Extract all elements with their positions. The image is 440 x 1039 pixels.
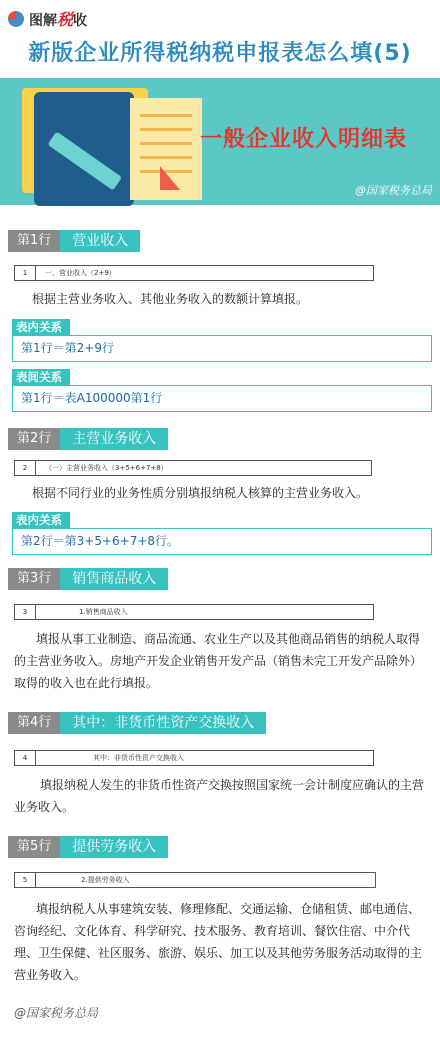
- logo: [8, 7, 87, 30]
- row-description: 填报从事工业制造、商品流通、农业生产以及其他商品销售的纳税人取得的主营业务收入。房地产开发企业销售开发产品（销售未完工开发产品除外）取得的收入也在此行填报。: [14, 632, 423, 690]
- row-description: 填报纳税人发生的非货币性资产交换按照国家统一会计制度应确认的主营业务收入。: [14, 778, 425, 814]
- logo-text: 图解税收: [29, 10, 88, 29]
- row-description: 根据主营业务收入、其他业务收入的数额计算填报。: [32, 292, 309, 306]
- form-line: 4 其中：非货币性资产交换收入: [14, 750, 374, 766]
- row-4-tag: [8, 712, 266, 734]
- row-2-tag: [8, 428, 168, 450]
- row-name: 提供劳务收入: [60, 836, 168, 858]
- notebook-illustration: [22, 88, 148, 193]
- row-3-tag: [8, 568, 168, 590]
- pie-logo-icon: [8, 11, 24, 27]
- inter-table-relation: 第1行＝表A100000第1行: [12, 385, 432, 412]
- row-5-tag: [8, 836, 168, 858]
- form-line: 3 1.销售商品收入: [14, 604, 374, 620]
- row-number: 第1行: [8, 230, 60, 252]
- row-description: 填报纳税人从事建筑安装、修理修配、交通运输、仓储租赁、邮电通信、咨询经纪、文化体育、科学研究、技术服务、教育培训、餐饮住宿、中介代理、卫生保健、社区服务、旅游、娱乐、加工以及其他劳务服务活动取得的主营业务收入。: [14, 902, 423, 982]
- form-line: 2 （一）主营业务收入（3+5+6+7+8）: [14, 460, 372, 476]
- intra-table-relation: 第2行＝第3+5+6+7+8行。: [12, 528, 432, 555]
- row-description: 根据不同行业的业务性质分别填报纳税人核算的主营业务收入。: [32, 486, 369, 500]
- banner-subtitle: 一般企业收入明细表: [200, 127, 408, 152]
- inter-table-label: 表间关系: [12, 369, 70, 385]
- row-name: 其中：非货币性资产交换收入: [60, 712, 266, 734]
- form-line: 5 2.提供劳务收入: [14, 872, 376, 888]
- row-number: 第2行: [8, 428, 60, 450]
- row-name: 销售商品收入: [60, 568, 168, 590]
- form-line: 1 一、营业收入（2+9）: [14, 265, 374, 281]
- intra-table-label: 表内关系: [12, 319, 70, 335]
- banner-credit: @国家税务总局: [355, 184, 432, 197]
- row-name: 营业收入: [60, 230, 140, 252]
- row-number: 第3行: [8, 568, 60, 590]
- row-number: 第4行: [8, 712, 60, 734]
- intra-table-label: 表内关系: [12, 512, 70, 528]
- footer-credit: @国家税务总局: [14, 1006, 99, 1020]
- top-bar: [0, 0, 440, 36]
- intra-table-relation: 第1行＝第2+9行: [12, 335, 432, 362]
- row-1-tag: [8, 230, 140, 252]
- row-number: 第5行: [8, 836, 60, 858]
- page-title: 新版企业所得税纳税申报表怎么填(5): [28, 41, 412, 66]
- row-name: 主营业务收入: [60, 428, 168, 450]
- banner: [0, 78, 440, 205]
